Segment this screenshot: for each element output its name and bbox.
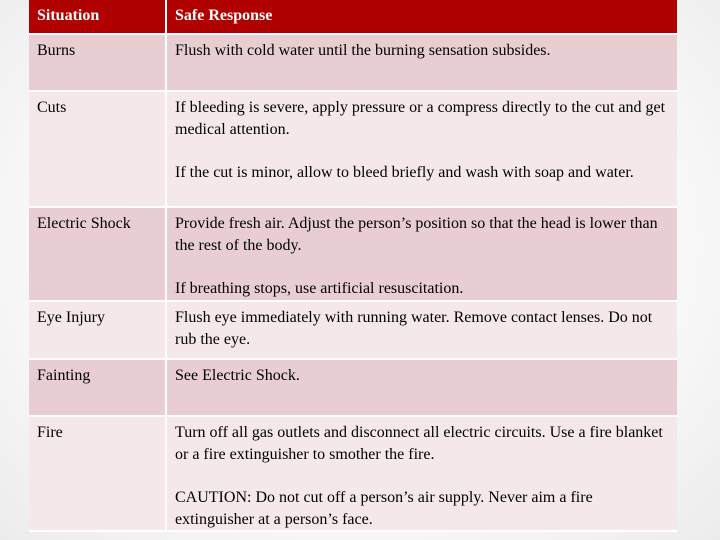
situation-cell: Fainting <box>29 360 167 415</box>
table-row <box>29 360 677 417</box>
table-row <box>29 417 677 532</box>
situation-cell: Cuts <box>29 92 167 206</box>
response-text: If the cut is minor, allow to bleed briefly and wash with soap and water. <box>175 164 634 181</box>
situation-cell: Eye Injury <box>29 302 167 358</box>
table-row <box>29 302 677 360</box>
response-text: Provide fresh air. Adjust the person’s position so that the head is lower than the rest of the body. <box>175 215 658 254</box>
response-cell <box>167 360 677 415</box>
response-text: Flush eye immediately with running water. Remove contact lenses. Do not rub the eye. <box>175 309 653 348</box>
response-text: See Electric Shock. <box>175 367 300 384</box>
response-text: Flush with cold water until the burning sensation subsides. <box>175 42 551 59</box>
response-cell <box>167 417 677 530</box>
response-cell <box>167 302 677 358</box>
response-text: If bleeding is severe, apply pressure or a compress directly to the cut and get medical attention. <box>175 99 666 138</box>
response-text: If breathing stops, use artificial resuscitation. <box>175 280 464 297</box>
situation-cell: Fire <box>29 417 167 530</box>
response-cell <box>167 208 677 300</box>
table-header <box>29 0 677 35</box>
table-row <box>29 35 677 92</box>
situation-cell: Burns <box>29 35 167 90</box>
table-row <box>29 208 677 302</box>
response-text: Turn off all gas outlets and disconnect all electric circuits. Use a fire blanket or a fire extinguisher to smother the fire. <box>175 424 663 463</box>
response-cell <box>167 92 677 206</box>
response-cell <box>167 35 677 90</box>
response-text: CAUTION: Do not cut off a person’s air supply. Never aim a fire extinguisher at a person’s face. <box>175 489 593 528</box>
situation-cell: Electric Shock <box>29 208 167 300</box>
safety-table <box>29 0 677 532</box>
table-row <box>29 92 677 208</box>
header-safe-response: Safe Response <box>175 7 273 24</box>
header-situation: Situation <box>29 0 167 33</box>
